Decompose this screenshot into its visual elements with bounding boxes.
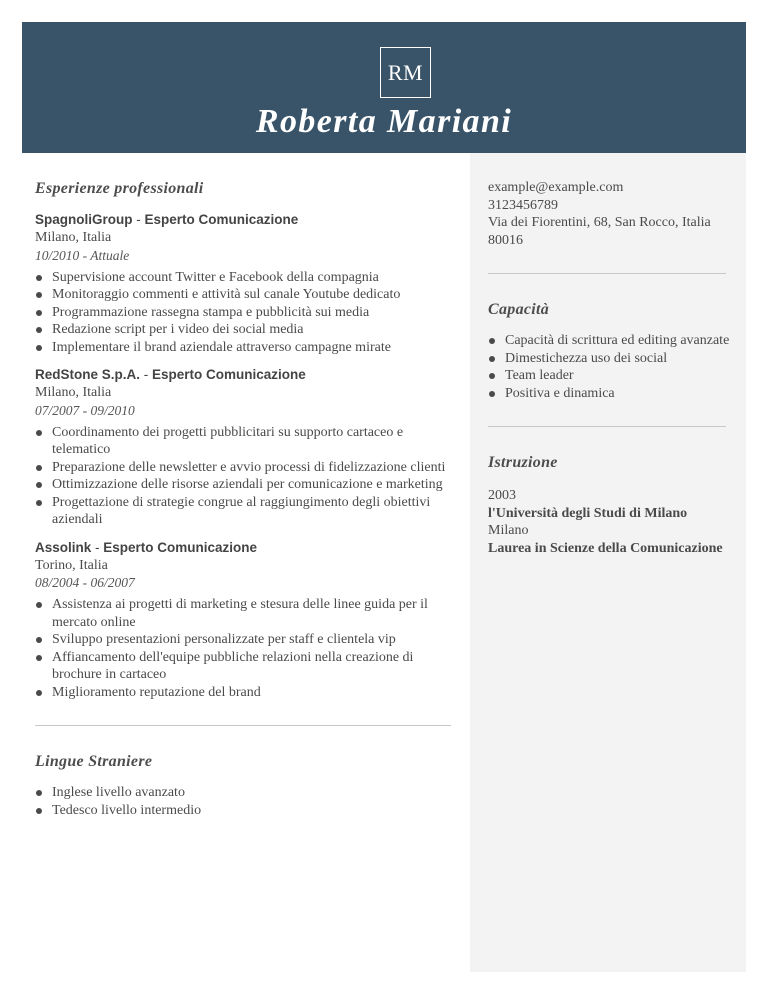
section-divider bbox=[35, 725, 451, 726]
job-role: Esperto Comunicazione bbox=[103, 539, 258, 555]
job-entry bbox=[35, 211, 451, 356]
list-item: Inglese livello avanzato bbox=[35, 784, 451, 802]
job-header: Assolink - Esperto Comunicazione bbox=[35, 539, 258, 555]
languages-title: Lingue Straniere bbox=[35, 753, 153, 770]
job-location: Milano, Italia bbox=[35, 385, 112, 400]
list-item: Coordinamento dei progetti pubblicitari su supporto cartaceo e telematico bbox=[35, 424, 451, 459]
job-dates: 07/2007 - 09/2010 bbox=[35, 402, 135, 418]
list-item: Supervisione account Twitter e Facebook della compagnia bbox=[35, 269, 451, 287]
left-column bbox=[35, 153, 451, 819]
right-sidebar bbox=[470, 153, 746, 972]
job-company: SpagnoliGroup bbox=[35, 212, 133, 227]
contact-zip: 80016 bbox=[488, 232, 523, 248]
monogram: RM bbox=[380, 47, 431, 98]
education-school: l'Università degli Studi di Milano bbox=[488, 505, 688, 521]
contact-phone: 3123456789 bbox=[488, 197, 558, 213]
list-item: Dimestichezza uso dei social bbox=[488, 350, 732, 368]
job-header: RedStone S.p.A. - Esperto Comunicazione bbox=[35, 367, 306, 382]
job-location: Torino, Italia bbox=[35, 557, 108, 573]
contact-email: example@example.com bbox=[488, 180, 624, 195]
job-location: Milano, Italia bbox=[35, 230, 112, 245]
job-company: RedStone S.p.A. bbox=[35, 367, 141, 382]
list-item: Progettazione di strategie congrue al raggiungimento degli obiettivi aziendali bbox=[35, 494, 451, 529]
header-banner bbox=[22, 22, 746, 153]
education-title: Istruzione bbox=[488, 454, 558, 471]
list-item: Sviluppo presentazioni personalizzate per staff e clientela vip bbox=[35, 631, 451, 649]
list-item: Preparazione delle newsletter e avvio processi di fidelizzazione clienti bbox=[35, 459, 451, 477]
education-block bbox=[470, 453, 746, 557]
list-item: Team leader bbox=[488, 367, 732, 385]
candidate-name: Roberta Mariani bbox=[255, 103, 513, 140]
job-bullets bbox=[35, 269, 451, 357]
job-role: Esperto Comunicazione bbox=[152, 367, 306, 382]
list-item: Implementare il brand aziendale attraverso campagne mirate bbox=[35, 339, 451, 357]
list-item: Monitoraggio commenti e attività sul canale Youtube dedicato bbox=[35, 286, 451, 304]
list-item: Miglioramento reputazione del brand bbox=[35, 684, 451, 702]
job-dates: 08/2004 - 06/2007 bbox=[35, 575, 135, 590]
contact-block bbox=[470, 153, 746, 249]
job-bullets bbox=[35, 596, 451, 701]
job-entry bbox=[35, 539, 451, 702]
experience-title: Esperienze professionali bbox=[35, 180, 204, 197]
list-item: Tedesco livello intermedio bbox=[35, 802, 451, 820]
job-entry bbox=[35, 366, 451, 529]
list-item: Capacità di scrittura ed editing avanzate bbox=[488, 332, 732, 350]
list-item: Positiva e dinamica bbox=[488, 385, 732, 403]
education-year: 2003 bbox=[488, 488, 516, 503]
skills-block bbox=[470, 300, 746, 402]
education-degree: Laurea in Scienze della Comunicazione bbox=[488, 540, 723, 556]
section-divider bbox=[488, 273, 726, 274]
section-divider bbox=[488, 426, 726, 427]
skills-title: Capacità bbox=[488, 301, 550, 318]
job-bullets bbox=[35, 424, 451, 529]
job-dates: 10/2010 - Attuale bbox=[35, 247, 130, 263]
skills-list bbox=[488, 332, 732, 402]
job-company: Assolink bbox=[35, 539, 92, 555]
contact-address: Via dei Fiorentini, 68, San Rocco, Italia bbox=[488, 215, 711, 230]
education-city: Milano bbox=[488, 523, 529, 538]
list-item: Programmazione rassegna stampa e pubblicità sui media bbox=[35, 304, 451, 322]
job-role: Esperto Comunicazione bbox=[144, 212, 299, 227]
list-item: Redazione script per i video dei social media bbox=[35, 321, 451, 339]
job-header: SpagnoliGroup - Esperto Comunicazione bbox=[35, 212, 299, 227]
list-item: Ottimizzazione delle risorse aziendali per comunicazione e marketing bbox=[35, 476, 451, 494]
list-item: Assistenza ai progetti di marketing e stesura delle linee guida per il mercato online bbox=[35, 596, 451, 631]
languages-list bbox=[35, 784, 451, 819]
list-item: Affiancamento dell'equipe pubbliche relazioni nella creazione di brochure in cartaceo bbox=[35, 649, 451, 684]
